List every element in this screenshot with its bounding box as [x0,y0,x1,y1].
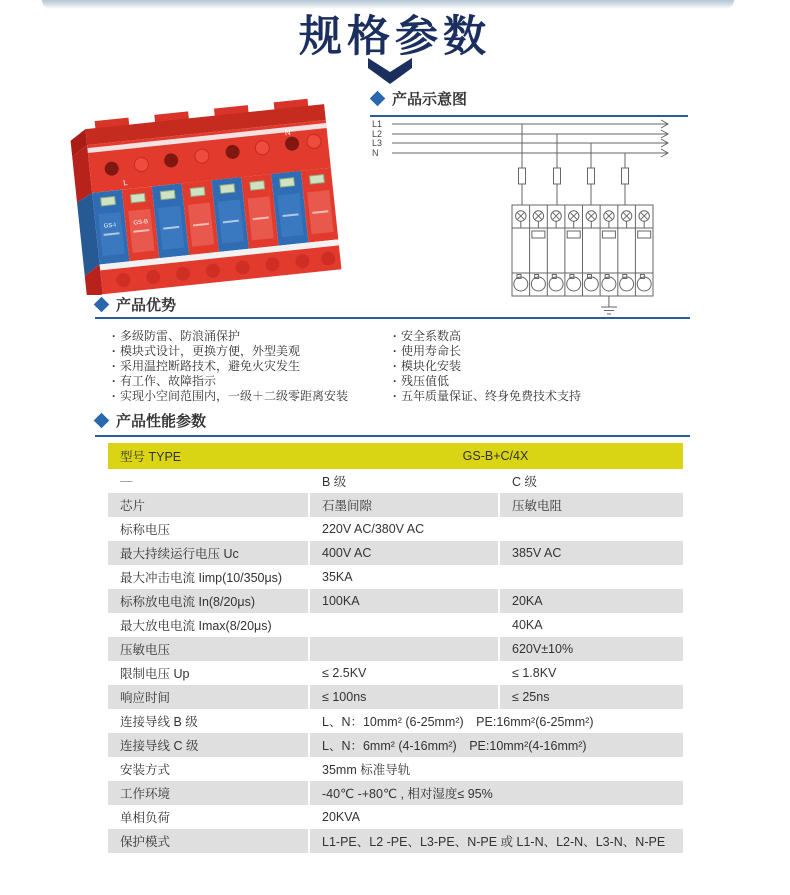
page-title: 规格参数 [299,13,491,61]
row-label: 限制电压 Up [120,667,190,681]
chevron-down-icon [366,57,414,85]
params-section-header [96,410,206,431]
schematic-line-label: N [372,148,379,158]
params-table-body [108,469,683,853]
advantages-section-title: 产品优势 [116,297,177,314]
advantage-item: · 使用寿命长 [393,344,683,359]
params-table [108,443,683,853]
row-label: 最大持续运行电压 Uc [120,547,239,561]
row-label: 单相负荷 [120,811,171,825]
row-value: -40℃ -+80℃ , 相对湿度≤ 95% [308,781,683,805]
row-label: 连接导线 C 级 [120,739,199,753]
table-row [108,661,683,685]
params-section-title: 产品性能参数 [116,413,207,430]
schematic-line-label: L3 [372,138,383,148]
row-value: L、N：6mm² (4-16mm²) PE:10mm²(4-16mm²) [308,733,683,757]
row-label: 压敏电压 [120,643,171,657]
table-header-row [108,443,683,469]
advantages-section-header [96,294,176,315]
table-row [108,469,683,493]
row-value-b: 100KA [308,589,498,613]
row-value-c: C 级 [498,469,683,493]
table-row [108,733,683,757]
params-section-divider [95,435,690,437]
row-value-c [498,565,683,589]
advantage-item: · 模块化安装 [393,359,683,374]
row-value: L1-PE、L2 -PE、L3-PE、N-PE 或 L1-N、L2-N、L3-N、N-PE [308,829,683,853]
row-value-b [308,637,498,661]
advantage-item: · 安全系数高 [393,329,683,344]
advantage-item: · 实现小空间范围内，一级＋二级零距离安装 [112,389,387,404]
row-value-c: 620V±10% [498,637,683,661]
table-row [108,781,683,805]
schematic-section-header [372,88,467,109]
schematic-line-label: L1 [372,119,383,129]
table-row [108,589,683,613]
row-value-b: ≤ 100ns [308,685,498,709]
table-row [108,565,683,589]
row-value-b: ≤ 2.5KV [308,661,498,685]
row-value-c: 385V AC [498,541,683,565]
table-row [108,541,683,565]
row-value: 20KVA [308,805,683,829]
table-row [108,517,683,541]
row-label: 标称放电电流 In(8/20μs) [120,595,256,609]
row-label: 最大冲击电流 Iimp(10/350μs) [120,571,283,585]
schematic-figure [370,118,690,320]
diamond-icon [94,413,110,429]
row-value-b [308,613,498,637]
module-sticker-label: GS-B [133,219,149,227]
row-value-b: 35KA [308,565,498,589]
row-value-c: 20KA [498,589,683,613]
row-value-c: ≤ 1.8KV [498,661,683,685]
schematic-line-label: L2 [372,129,383,139]
photo-marking-L: L [122,178,129,188]
product-photo [55,90,383,295]
advantage-item: · 模块式设计，更换方便，外型美观 [112,344,387,359]
table-row [108,493,683,517]
row-label: 工作环境 [120,787,171,801]
advantages-section-divider [95,317,690,319]
table-row [108,829,683,853]
advantage-item: · 多级防雷、防浪涌保护 [112,329,387,344]
table-row [108,805,683,829]
row-label: 芯片 [120,499,146,513]
photo-marking-N: N [284,127,292,138]
row-value-c: 压敏电阻 [498,493,683,517]
table-row [108,757,683,781]
table-row [108,637,683,661]
table-row [108,709,683,733]
row-value-b: B 级 [308,469,498,493]
row-value: L、N：10mm² (6-25mm²) PE:16mm²(6-25mm²) [308,709,683,733]
table-header-value: GS-B+C/4X [462,449,529,463]
diamond-icon [370,91,386,107]
row-label: 保护模式 [120,835,171,849]
module-sticker-label: GS-I [103,222,117,230]
row-value: 220V AC/380V AC [308,517,683,541]
advantage-item: · 五年质量保证、终身免费技术支持 [393,389,683,404]
ground-icon [601,296,617,314]
table-row [108,685,683,709]
row-value-b: 石墨间隙 [308,493,498,517]
row-label: 响应时间 [120,691,171,705]
row-value-c: 40KA [498,613,683,637]
row-label: 安装方式 [120,763,171,777]
row-value: 35mm 标准导轨 [308,757,683,781]
advantage-item: · 采用温控断路技术，避免火灾发生 [112,359,387,374]
row-label: 标称电压 [120,523,171,537]
row-value-b: 400V AC [308,541,498,565]
row-label: — [120,474,133,488]
advantage-item: · 有工作、故障指示 [112,374,387,389]
table-header-label: 型号 TYPE [120,450,182,464]
schematic-section-title: 产品示意图 [392,91,468,108]
row-value-c: ≤ 25ns [498,685,683,709]
row-label: 最大放电电流 Imax(8/20μs) [120,619,272,633]
row-label: 连接导线 B 级 [120,715,198,729]
table-row [108,613,683,637]
schematic-section-divider [370,115,688,117]
advantage-item: · 残压值低 [393,374,683,389]
advantages-list-left [112,329,387,404]
advantages-list-right [393,329,683,404]
diamond-icon [94,297,110,313]
